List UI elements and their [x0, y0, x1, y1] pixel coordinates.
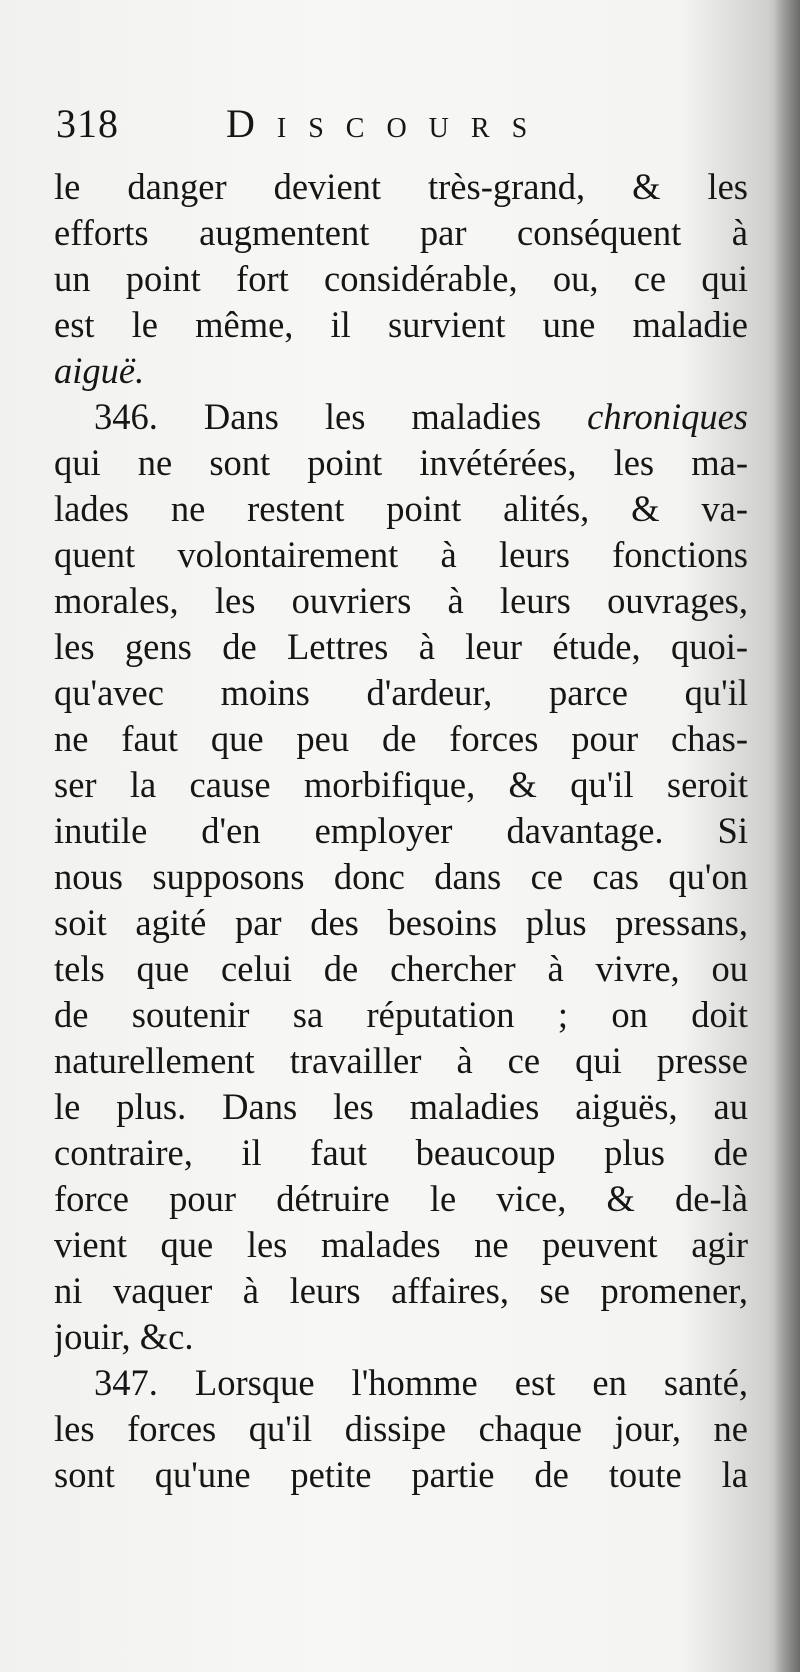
- text-line: [54, 164, 748, 210]
- text-segment: tels que celui de chercher à vivre, ou: [54, 948, 748, 989]
- text-segment: efforts augmentent par conséquent à: [54, 212, 748, 253]
- page-gutter-shadow: [774, 0, 800, 1672]
- text-segment: qui ne sont point invétérées, les ma-: [54, 442, 748, 483]
- text-segment: jouir, &c.: [54, 1316, 194, 1357]
- body-text: [54, 164, 748, 1498]
- text-segment: force pour détruire le vice, & de-là: [54, 1178, 748, 1219]
- text-line: [54, 624, 748, 670]
- text-line: [54, 946, 748, 992]
- text-line: [54, 900, 748, 946]
- italic-text-segment: aiguë.: [54, 350, 145, 391]
- text-line: [54, 762, 748, 808]
- text-segment: les forces qu'il dissipe chaque jour, ne: [54, 1408, 748, 1449]
- text-line: [54, 992, 748, 1038]
- text-line: [54, 348, 748, 394]
- text-segment: morales, les ouvriers à leurs ouvrages,: [54, 580, 748, 621]
- text-line: [54, 210, 748, 256]
- text-line: [54, 440, 748, 486]
- text-line: [54, 256, 748, 302]
- text-segment: un point fort considérable, ou, ce qui: [54, 258, 748, 299]
- text-line: [54, 1222, 748, 1268]
- text-line: [54, 486, 748, 532]
- text-line: [54, 1130, 748, 1176]
- text-line: [54, 808, 748, 854]
- text-line: [54, 302, 748, 348]
- text-segment: soit agité par des besoins plus pressans,: [54, 902, 748, 943]
- text-line: [54, 716, 748, 762]
- text-segment: ser la cause morbifique, & qu'il seroit: [54, 764, 748, 805]
- text-line: [54, 1406, 748, 1452]
- text-line: [54, 394, 748, 440]
- text-segment: lades ne restent point alités, & va-: [54, 488, 748, 529]
- text-segment: naturellement travailler à ce qui presse: [54, 1040, 748, 1081]
- text-segment: le plus. Dans les maladies aiguës, au: [54, 1086, 748, 1127]
- text-segment: est le même, il survient une maladie: [54, 304, 748, 345]
- text-segment: le danger devient très-grand, & les: [54, 166, 748, 207]
- text-line: [54, 1038, 748, 1084]
- text-line: [54, 1360, 748, 1406]
- text-line: [54, 578, 748, 624]
- page-number: 318: [56, 101, 119, 146]
- text-segment: les gens de Lettres à leur étude, quoi-: [54, 626, 748, 667]
- text-segment: 346. Dans les maladies: [94, 396, 588, 437]
- italic-text-segment: chroniques: [587, 396, 748, 437]
- text-line: [54, 532, 748, 578]
- page-header: [56, 98, 756, 158]
- text-line: [54, 854, 748, 900]
- text-line: [54, 1268, 748, 1314]
- text-line: [54, 1314, 748, 1360]
- text-segment: contraire, il faut beaucoup plus de: [54, 1132, 748, 1173]
- text-line: [54, 1176, 748, 1222]
- text-line: [54, 1084, 748, 1130]
- text-segment: ni vaquer à leurs affaires, se promener,: [54, 1270, 748, 1311]
- text-segment: vient que les malades ne peuvent agir: [54, 1224, 748, 1265]
- text-segment: sont qu'une petite partie de toute la: [54, 1454, 748, 1495]
- text-segment: ne faut que peu de forces pour chas-: [54, 718, 748, 759]
- text-segment: nous supposons donc dans ce cas qu'on: [54, 856, 748, 897]
- text-segment: inutile d'en employer davantage. Si: [54, 810, 748, 851]
- text-line: [54, 1452, 748, 1498]
- text-segment: de soutenir sa réputation ; on doit: [54, 994, 748, 1035]
- text-line: [54, 670, 748, 716]
- text-segment: quent volontairement à leurs fonctions: [54, 534, 748, 575]
- text-segment: 347. Lorsque l'homme est en santé,: [94, 1362, 748, 1403]
- text-segment: qu'avec moins d'ardeur, parce qu'il: [54, 672, 748, 713]
- running-title: Discours: [226, 101, 550, 146]
